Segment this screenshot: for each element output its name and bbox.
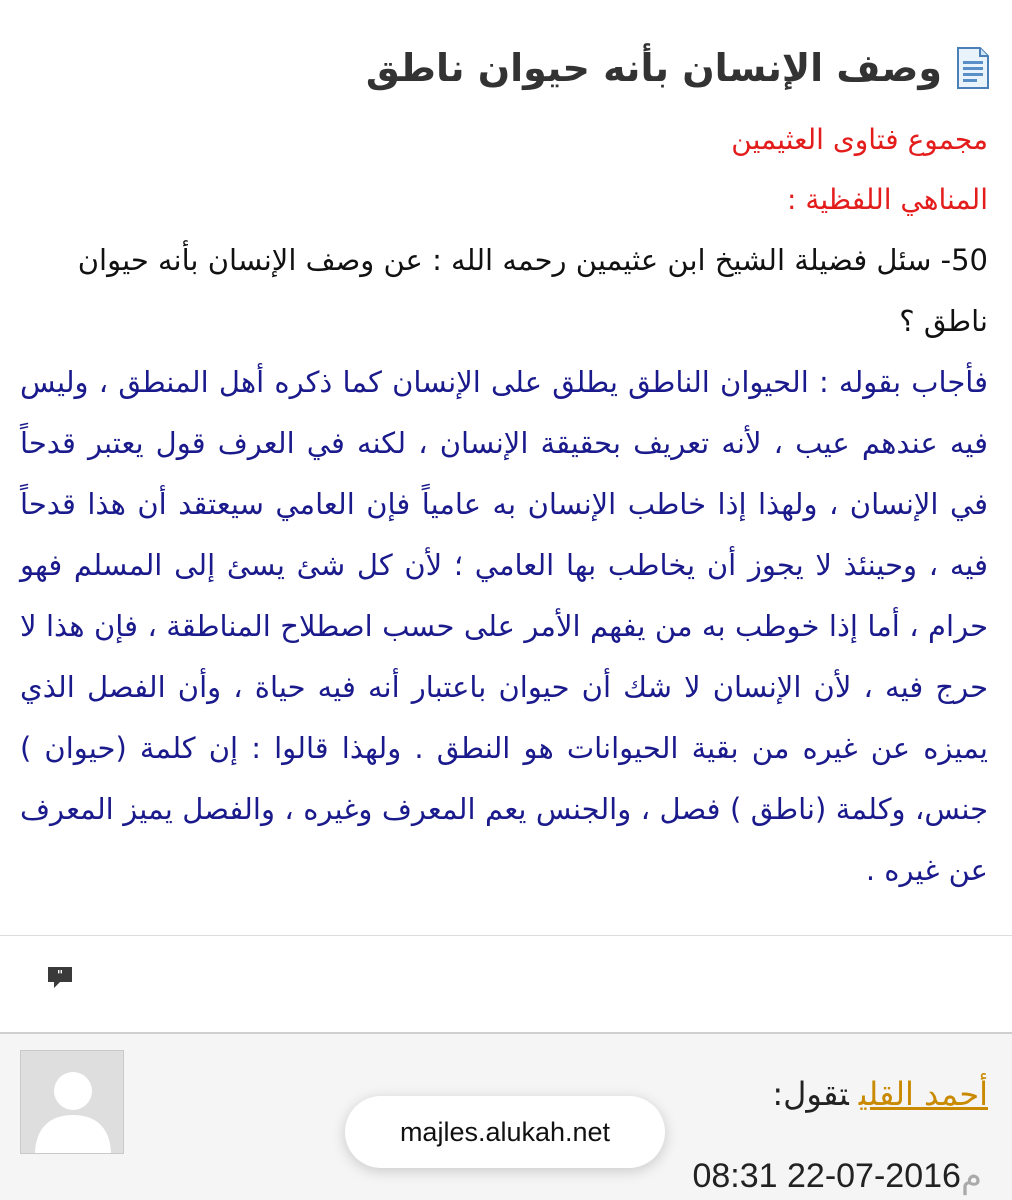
fatwa-answer: فأجاب بقوله : الحيوان الناطق يطلق على الإنسان كما ذكره أهل المنطق ، وليس فيه عندهم عيب ، لأنه تعريف بحقيقة الإنسان ، لكنه في العرف قول يعتبر قدحاً في الإنسان ، ولهذا إذا خاطب الإنسان به عامياً فإن العامي سيعتقد أن هذا قدحاً فيه ، وحينئذ لا يجوز أن يخاطب بها العامي ؛ لأن كل شئ يسئ إلى المسلم فهو حرام ، أما إذا خوطب به من يفهم الأمر على حسب اصطلاح المناطقة ، فإن هذا لا حرج فيه ، لأن الإنسان لا شك أن حيوان باعتبار أنه فيه حياة ، وأن الفصل الذي يميزه عن غيره من بقية الحيوانات هو النطق . ولهذا قالوا : إن كلمة (حيوان ) جنس، وكلمة (ناطق ) فصل ، والجنس يعم المعرف وغيره ، والفصل يميز المعرف عن غيره . <box>20 365 988 887</box>
comment-date-value: 2016-07-22 08:31 <box>692 1157 961 1195</box>
comment-date <box>692 1154 988 1198</box>
fatwa-section: المناهي اللفظية : <box>787 183 988 216</box>
fatwa-source: مجموع فتاوى العثيمين <box>731 123 988 156</box>
comment-author-line <box>772 1072 988 1116</box>
fatwa-question: 50- سئل فضيلة الشيخ ابن عثيمين رحمه الله : عن وصف الإنسان بأنه حيوان ناطق ؟ <box>77 243 988 338</box>
post-body <box>20 110 988 901</box>
post-actions-bar <box>0 936 1012 1032</box>
post-title: وصف الإنسان بأنه حيوان ناطق <box>365 46 942 90</box>
avatar[interactable] <box>20 1050 124 1154</box>
default-avatar-icon <box>21 1051 124 1154</box>
document-icon <box>956 47 990 89</box>
comment-date-suffix: م <box>960 1157 982 1195</box>
browser-url-pill[interactable]: majles.alukah.net <box>345 1096 665 1168</box>
comment-author-link[interactable]: أحمد القلي <box>858 1075 988 1113</box>
post-title-row <box>366 38 990 98</box>
svg-text:": " <box>56 968 64 982</box>
quote-icon[interactable] <box>46 965 74 989</box>
comment-says-label: تقول: <box>772 1075 849 1113</box>
